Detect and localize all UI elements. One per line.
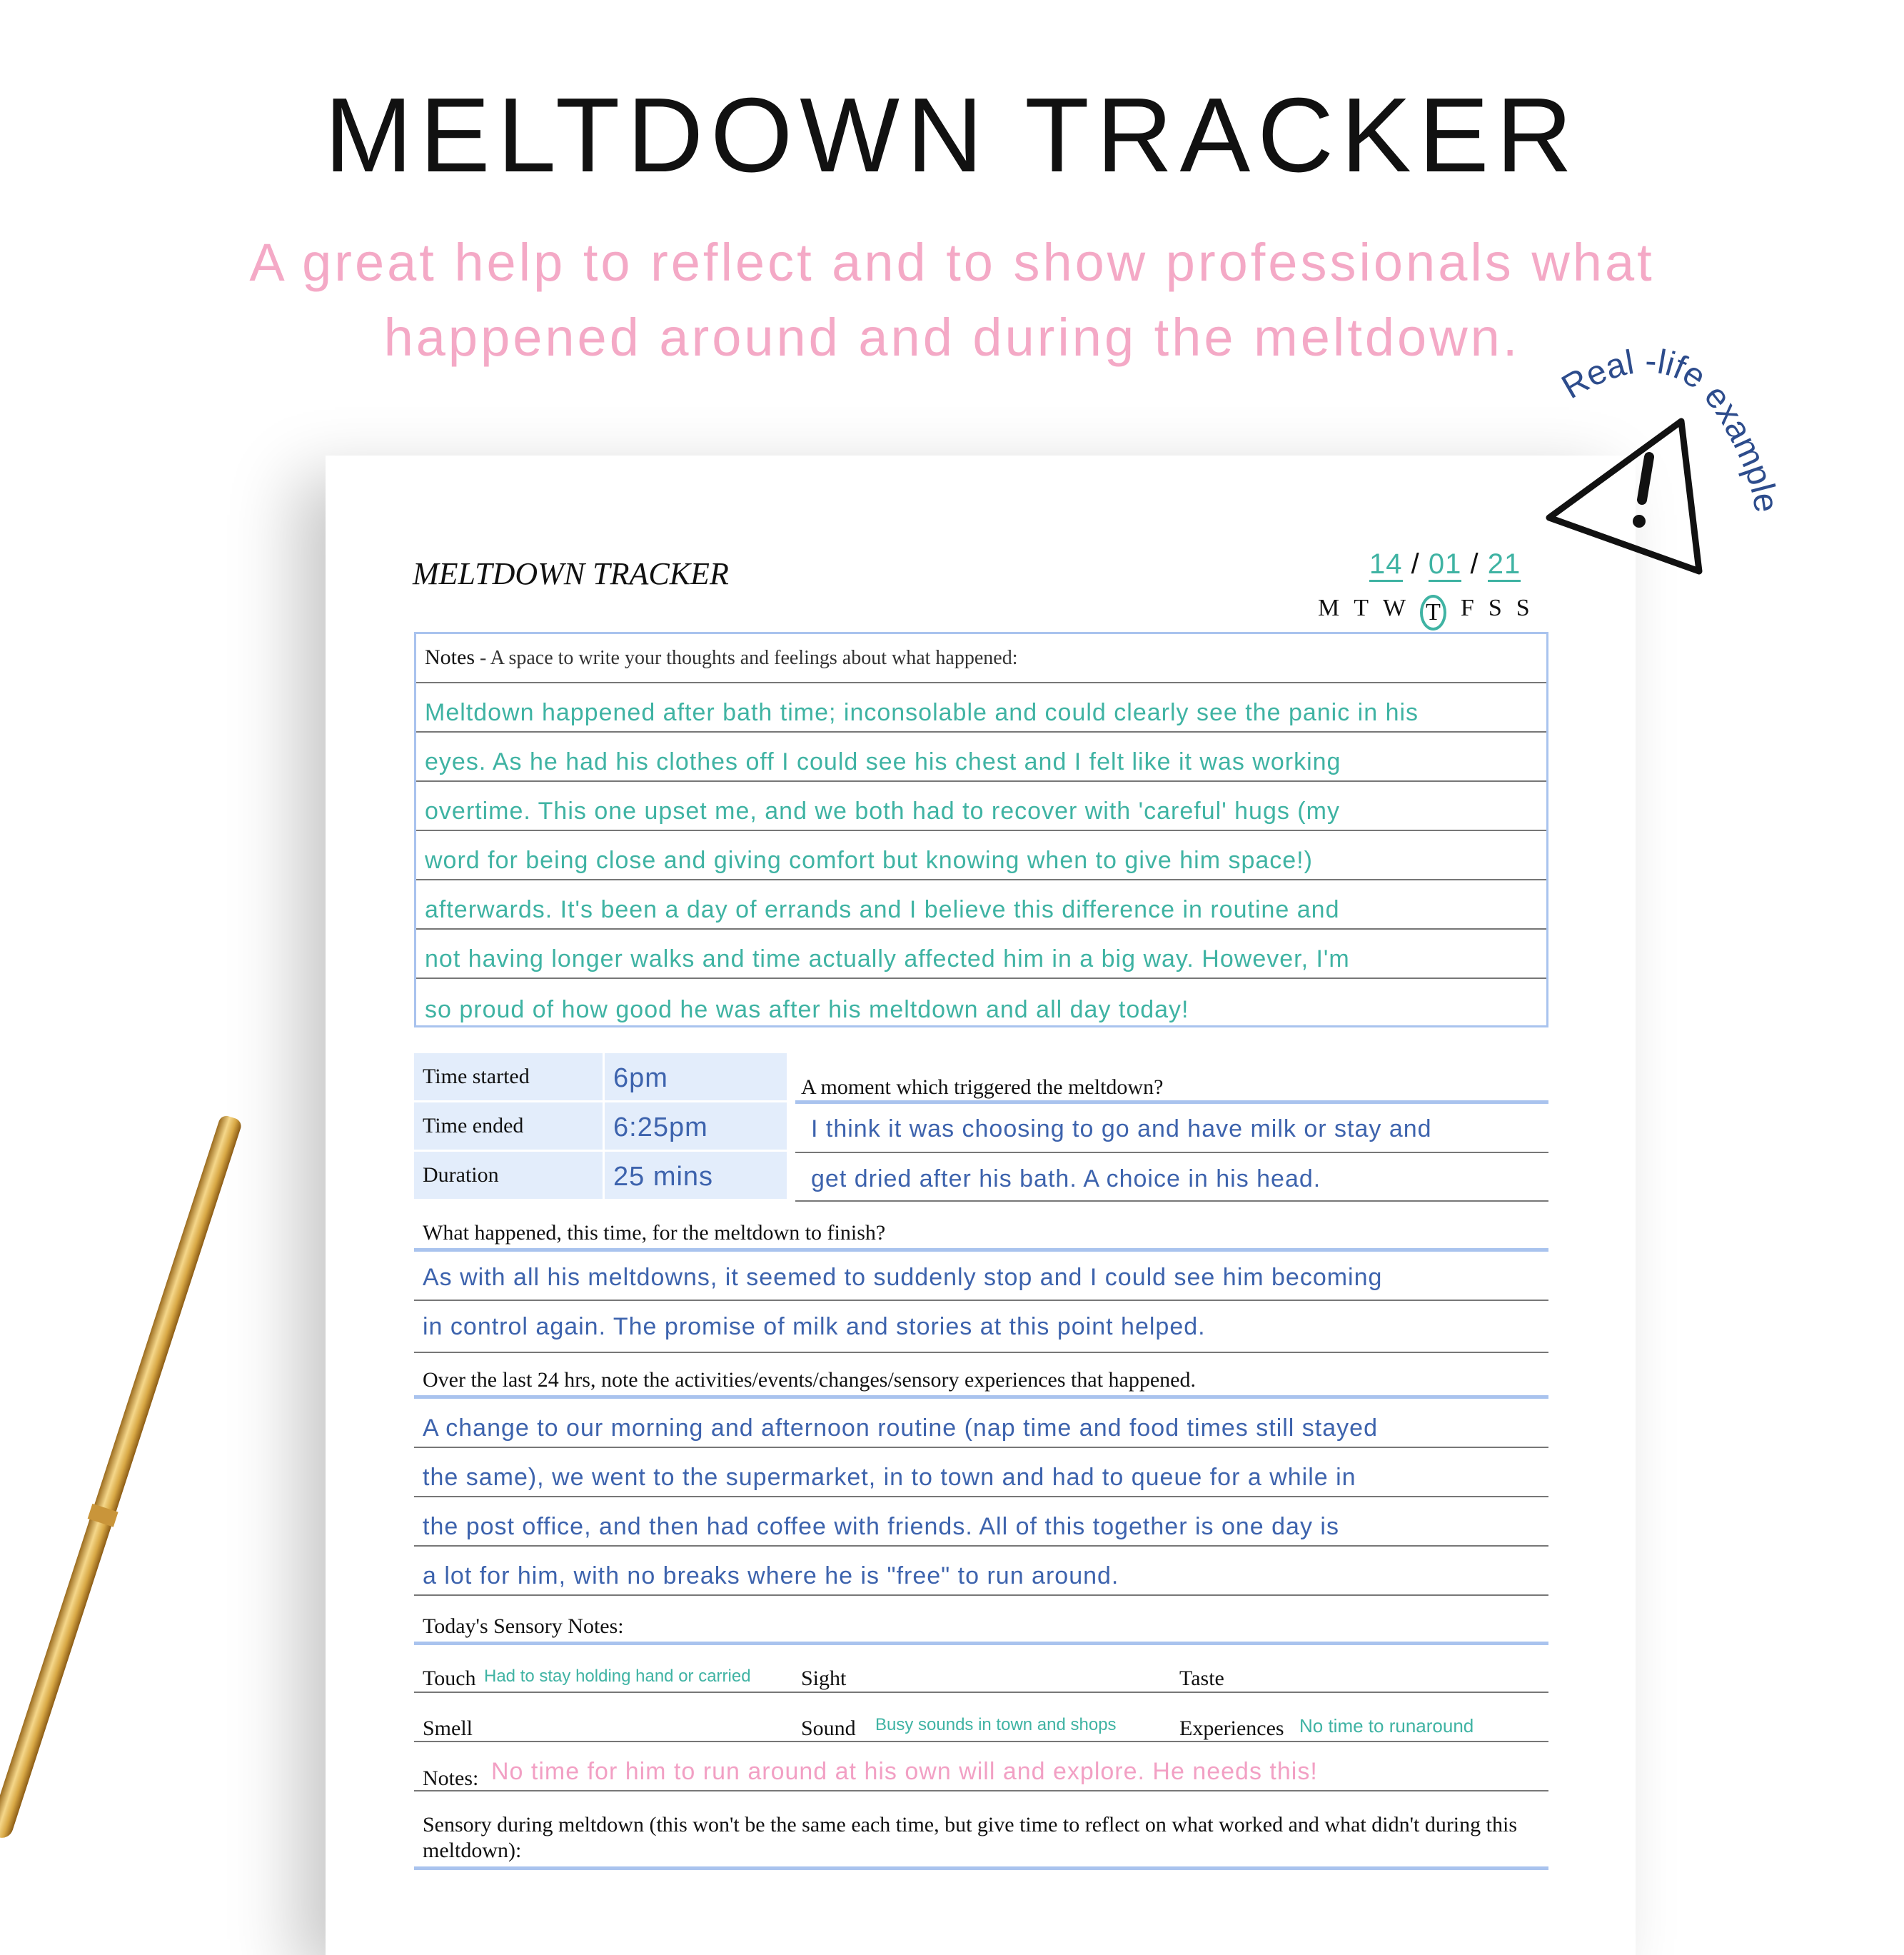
notes-line-text: eyes. As he had his clothes off I could see his chest and I felt like it was working xyxy=(425,748,1341,775)
last24-line-text: the same), we went to the supermarket, in to town and had to queue for a while in xyxy=(423,1464,1356,1491)
weekday-1[interactable]: T xyxy=(1354,595,1369,621)
trigger-line-2[interactable]: get dried after his bath. A choice in his head. xyxy=(811,1165,1321,1192)
taste-label: Taste xyxy=(1179,1667,1224,1690)
time-value[interactable]: 6pm xyxy=(605,1053,787,1100)
notes-line[interactable] xyxy=(416,683,1546,733)
sensory-label: Today's Sensory Notes: xyxy=(423,1614,624,1638)
weekday-selector[interactable] xyxy=(1318,595,1530,630)
notes-line[interactable] xyxy=(416,782,1546,831)
last24-lines xyxy=(414,1395,1548,1596)
finish-line-1[interactable]: As with all his meltdowns, it seemed to suddenly stop and I could see him becoming xyxy=(423,1264,1383,1291)
divider xyxy=(414,1248,1548,1252)
divider xyxy=(414,1790,1548,1791)
notes-line[interactable] xyxy=(416,979,1546,1028)
notes-hint: - A space to write your thoughts and feelings about what happened: xyxy=(475,647,1018,669)
notes-line-text: word for being close and giving comfort but knowing when to give him space!) xyxy=(425,847,1313,874)
divider xyxy=(414,1642,1548,1645)
notes-box xyxy=(414,632,1548,1027)
divider xyxy=(414,1692,1548,1693)
notes-line-text: so proud of how good he was after his meltdown and all day today! xyxy=(425,996,1189,1023)
notes-line[interactable] xyxy=(416,930,1546,979)
last24-line[interactable] xyxy=(414,1448,1548,1497)
weekday-4[interactable]: F xyxy=(1460,595,1474,621)
time-value[interactable]: 6:25pm xyxy=(605,1102,787,1150)
time-row xyxy=(414,1102,787,1152)
sound-value[interactable]: Busy sounds in town and shops xyxy=(875,1715,1117,1734)
badge-text: Real -life example xyxy=(1555,342,1785,516)
svg-text:Real -life example xyxy=(1556,342,1785,515)
weekday-2[interactable]: W xyxy=(1383,595,1406,621)
date-month: 01 xyxy=(1429,548,1462,582)
finish-line-2[interactable]: in control again. The promise of milk and stories at this point helped. xyxy=(423,1313,1206,1340)
divider xyxy=(414,1352,1548,1353)
time-table xyxy=(414,1053,787,1201)
notes-line-text: Meltdown happened after bath time; inconsolable and could clearly see the panic in his xyxy=(425,699,1419,726)
date-field[interactable]: 14 / 01 / 21 xyxy=(1369,548,1521,581)
divider xyxy=(795,1100,1548,1104)
notes-line-text: afterwards. It's been a day of errands and I believe this difference in routine and xyxy=(425,896,1340,923)
divider xyxy=(795,1152,1548,1153)
notes-label-2: Notes: xyxy=(423,1766,479,1790)
divider xyxy=(414,1741,1548,1742)
last24-line-text: a lot for him, with no breaks where he is "free" to run around. xyxy=(423,1562,1119,1589)
date-day: 14 xyxy=(1369,548,1403,582)
divider xyxy=(414,1300,1548,1301)
last24-line-text: A change to our morning and afternoon routine (nap time and food times still stayed xyxy=(423,1414,1378,1442)
last24-line[interactable] xyxy=(414,1399,1548,1448)
time-label: Time ended xyxy=(414,1102,603,1150)
weekday-6[interactable]: S xyxy=(1516,595,1530,621)
time-row xyxy=(414,1152,787,1201)
sensory-notes-value[interactable]: No time for him to run around at his own will and explore. He needs this! xyxy=(491,1758,1318,1785)
sound-label: Sound xyxy=(801,1717,856,1740)
time-label: Time started xyxy=(414,1053,603,1100)
notes-line-text: overtime. This one upset me, and we both had to recover with 'careful' hugs (my xyxy=(425,798,1340,825)
notes-label: Notes xyxy=(425,645,475,669)
finish-label: What happened, this time, for the meltdown to finish? xyxy=(423,1221,886,1245)
touch-value[interactable]: Had to stay holding hand or carried xyxy=(484,1667,751,1686)
experiences-value[interactable]: No time to runaround xyxy=(1299,1715,1474,1737)
tracker-sheet xyxy=(326,456,1636,1955)
sheet-title: MELTDOWN TRACKER xyxy=(413,556,729,591)
date-year: 21 xyxy=(1488,548,1521,582)
time-row xyxy=(414,1053,787,1102)
notes-line[interactable] xyxy=(416,733,1546,782)
notes-line[interactable] xyxy=(416,880,1546,930)
time-value[interactable]: 25 mins xyxy=(605,1152,787,1199)
trigger-line-1[interactable]: I think it was choosing to go and have milk or stay and xyxy=(811,1115,1432,1142)
experiences-label: Experiences xyxy=(1179,1717,1284,1740)
weekday-3[interactable]: T xyxy=(1420,595,1446,630)
notes-line[interactable] xyxy=(416,831,1546,880)
time-label: Duration xyxy=(414,1152,603,1199)
last24-label: Over the last 24 hrs, note the activities/events/changes/sensory experiences that happened. xyxy=(423,1368,1196,1392)
last24-line[interactable] xyxy=(414,1547,1548,1596)
notes-header xyxy=(416,634,1546,683)
trigger-label: A moment which triggered the meltdown? xyxy=(801,1075,1164,1099)
divider xyxy=(795,1200,1548,1202)
last24-line[interactable] xyxy=(414,1497,1548,1547)
last24-line-text: the post office, and then had coffee with friends. All of this together is one day is xyxy=(423,1513,1339,1540)
page-title: MELTDOWN TRACKER xyxy=(324,76,1580,194)
subtitle-line-1: A great help to reflect and to show professionals what xyxy=(249,233,1655,292)
during-label: Sensory during meltdown (this won't be the same each time, but give time to reflect on what worked and what didn't during this meltdown): xyxy=(423,1813,1517,1862)
smell-label: Smell xyxy=(423,1717,473,1740)
weekday-0[interactable]: M xyxy=(1318,595,1340,621)
weekday-5[interactable]: S xyxy=(1488,595,1502,621)
notes-line-text: not having longer walks and time actually affected him in a big way. However, I'm xyxy=(425,945,1350,973)
real-life-example-badge xyxy=(1535,336,1806,571)
sight-label: Sight xyxy=(801,1667,847,1690)
pen-decoration xyxy=(0,1114,243,1841)
divider xyxy=(414,1866,1548,1870)
subtitle-line-2: happened around and during the meltdown. xyxy=(383,308,1521,367)
touch-label: Touch xyxy=(423,1667,476,1690)
